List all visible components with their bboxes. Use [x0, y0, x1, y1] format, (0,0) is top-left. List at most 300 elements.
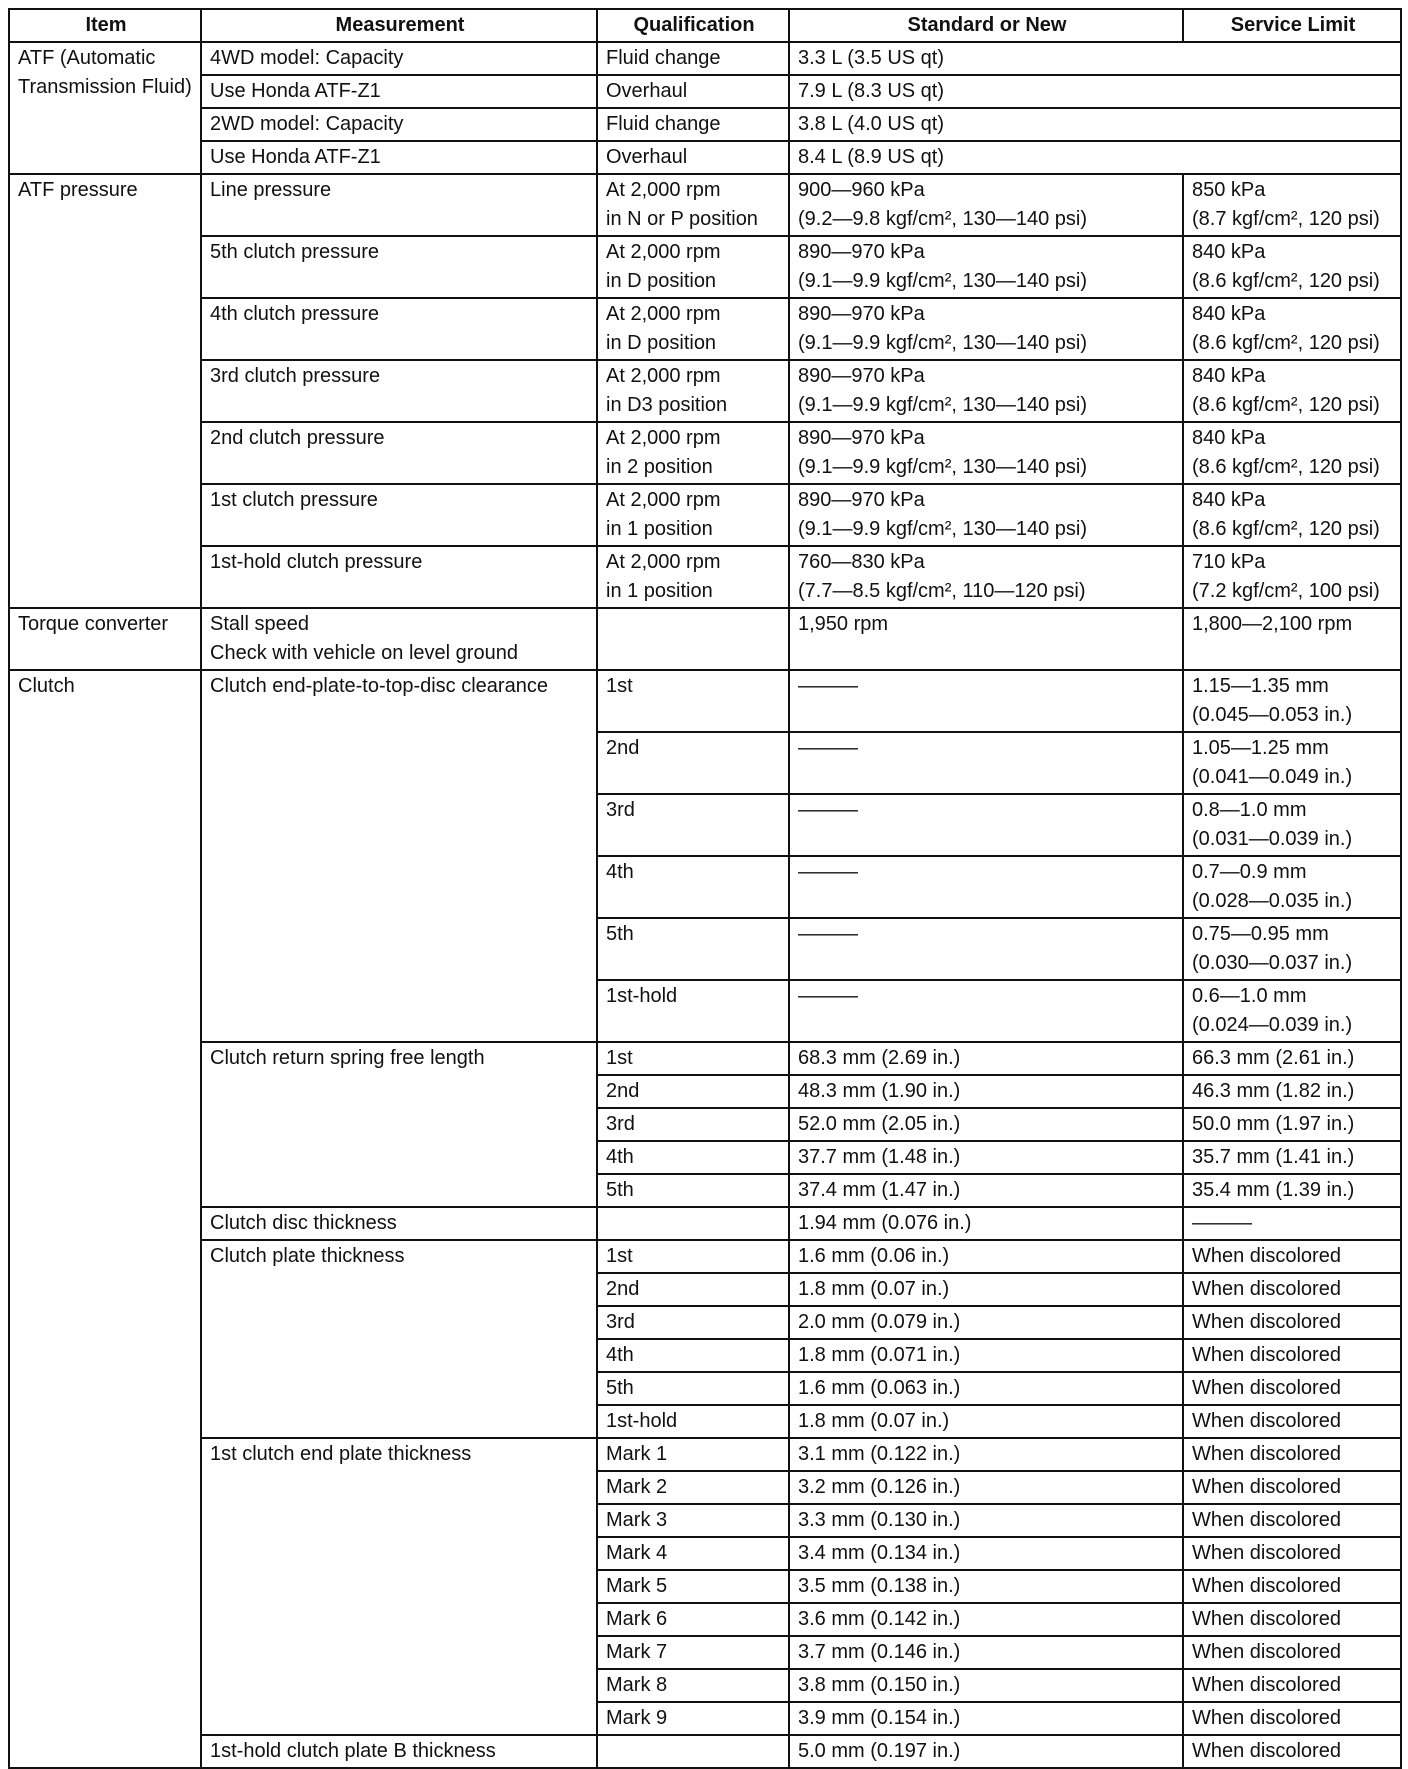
cell-text: Clutch — [18, 675, 75, 697]
cell-qualification — [597, 484, 789, 546]
cell-text: 890—970 kPa (9.1—9.9 kgf/cm², 130—140 psi) — [798, 365, 1088, 416]
cell-text: 760—830 kPa (7.7—8.5 kgf/cm², 110—120 psi) — [798, 551, 1086, 602]
cell-measurement — [201, 670, 597, 1042]
cell-measurement — [201, 1207, 597, 1240]
cell-text: 46.3 mm (1.82 in.) — [1192, 1080, 1355, 1102]
cell-text: 1st — [606, 1047, 633, 1069]
cell-standard-or-new — [789, 1207, 1183, 1240]
cell-text: When discolored — [1192, 1245, 1341, 1267]
cell-qualification — [597, 794, 789, 856]
cell-qualification — [597, 360, 789, 422]
cell-service-limit — [1183, 1735, 1401, 1768]
cell-standard-or-new — [789, 1372, 1183, 1405]
cell-standard-or-new — [789, 422, 1183, 484]
cell-text: 5th — [606, 1179, 634, 1201]
cell-qualification — [597, 1570, 789, 1603]
header-row — [9, 9, 1401, 42]
cell-text: 3.6 mm (0.142 in.) — [798, 1608, 961, 1630]
cell-qualification — [597, 1636, 789, 1669]
cell-text: 5th clutch pressure — [210, 241, 379, 263]
cell-measurement — [201, 608, 597, 670]
cell-text: 1st-hold — [606, 985, 678, 1007]
cell-qualification — [597, 1603, 789, 1636]
cell-text: ——— — [798, 675, 858, 697]
cell-text: Mark 5 — [606, 1575, 668, 1597]
cell-text: 3rd — [606, 799, 635, 821]
cell-text: 1.6 mm (0.063 in.) — [798, 1377, 961, 1399]
cell-text: 48.3 mm (1.90 in.) — [798, 1080, 961, 1102]
cell-text: When discolored — [1192, 1542, 1341, 1564]
table-body — [9, 42, 1401, 1768]
cell-service-limit — [1183, 670, 1401, 732]
cell-text: Mark 2 — [606, 1476, 668, 1498]
cell-measurement — [201, 484, 597, 546]
cell-text: Torque converter — [18, 613, 169, 635]
cell-service-limit — [1183, 546, 1401, 608]
cell-text: 2nd clutch pressure — [210, 427, 385, 449]
cell-text: 840 kPa (8.6 kgf/cm², 120 psi) — [1192, 427, 1380, 478]
cell-text: 2WD model: Capacity — [210, 113, 404, 135]
cell-text: At 2,000 rpm in 1 position — [606, 489, 721, 540]
cell-qualification — [597, 1141, 789, 1174]
cell-text: 3.8 mm (0.150 in.) — [798, 1674, 961, 1696]
header-item: Item — [9, 9, 201, 42]
cell-text: When discolored — [1192, 1278, 1341, 1300]
cell-text: 3.3 mm (0.130 in.) — [798, 1509, 961, 1531]
cell-qualification — [597, 1405, 789, 1438]
cell-text: 4th — [606, 1146, 634, 1168]
cell-service-limit — [1183, 856, 1401, 918]
table-row — [9, 236, 1401, 298]
cell-service-limit — [1183, 608, 1401, 670]
cell-standard-or-new — [789, 1405, 1183, 1438]
cell-qualification — [597, 732, 789, 794]
cell-text: 900—960 kPa (9.2—9.8 kgf/cm², 130—140 psi) — [798, 179, 1088, 230]
cell-text: 840 kPa (8.6 kgf/cm², 120 psi) — [1192, 241, 1380, 292]
cell-measurement — [201, 1240, 597, 1438]
table-row — [9, 360, 1401, 422]
cell-text: ——— — [798, 923, 858, 945]
cell-text: 2nd — [606, 1080, 640, 1102]
table-row — [9, 108, 1401, 141]
cell-text: Use Honda ATF-Z1 — [210, 80, 381, 102]
cell-text: Clutch disc thickness — [210, 1212, 397, 1234]
cell-text: At 2,000 rpm in D position — [606, 241, 721, 292]
cell-service-limit — [1183, 1273, 1401, 1306]
cell-text: Mark 9 — [606, 1707, 668, 1729]
cell-qualification — [597, 1537, 789, 1570]
table-row — [9, 1240, 1401, 1273]
cell-service-limit — [1183, 1438, 1401, 1471]
cell-text: 7.9 L (8.3 US qt) — [798, 80, 944, 102]
cell-text: 5.0 mm (0.197 in.) — [798, 1740, 961, 1762]
table-row — [9, 141, 1401, 174]
cell-qualification — [597, 1339, 789, 1372]
cell-standard-or-new — [789, 42, 1401, 75]
cell-standard-or-new — [789, 732, 1183, 794]
cell-text: Clutch end-plate-to-top-disc clearance — [210, 675, 548, 697]
cell-standard-or-new — [789, 1636, 1183, 1669]
cell-text: 1st-hold clutch plate B thickness — [210, 1740, 496, 1762]
cell-service-limit — [1183, 1075, 1401, 1108]
cell-service-limit — [1183, 732, 1401, 794]
cell-text: 68.3 mm (2.69 in.) — [798, 1047, 961, 1069]
cell-text: At 2,000 rpm in 1 position — [606, 551, 721, 602]
cell-text: 3rd clutch pressure — [210, 365, 381, 387]
cell-qualification — [597, 174, 789, 236]
cell-text: 52.0 mm (2.05 in.) — [798, 1113, 961, 1135]
cell-standard-or-new — [789, 1339, 1183, 1372]
table-row — [9, 484, 1401, 546]
cell-text: 1.6 mm (0.06 in.) — [798, 1245, 950, 1267]
cell-text: 5th — [606, 923, 634, 945]
cell-text: When discolored — [1192, 1641, 1341, 1663]
table-row — [9, 670, 1401, 732]
cell-measurement — [201, 422, 597, 484]
cell-measurement — [201, 42, 597, 75]
table-row — [9, 1042, 1401, 1075]
cell-text: Fluid change — [606, 47, 721, 69]
cell-service-limit — [1183, 1240, 1401, 1273]
cell-qualification — [597, 670, 789, 732]
cell-text: 1st clutch pressure — [210, 489, 378, 511]
cell-text: 3.7 mm (0.146 in.) — [798, 1641, 961, 1663]
cell-standard-or-new — [789, 856, 1183, 918]
cell-standard-or-new — [789, 108, 1401, 141]
cell-service-limit — [1183, 1372, 1401, 1405]
cell-text: 3.4 mm (0.134 in.) — [798, 1542, 961, 1564]
cell-qualification — [597, 422, 789, 484]
cell-qualification — [597, 1471, 789, 1504]
cell-text: 4WD model: Capacity — [210, 47, 404, 69]
cell-qualification — [597, 1174, 789, 1207]
cell-qualification — [597, 75, 789, 108]
cell-qualification — [597, 141, 789, 174]
cell-text: 4th — [606, 861, 634, 883]
table-row — [9, 1207, 1401, 1240]
header-service-limit: Service Limit — [1183, 9, 1401, 42]
cell-service-limit — [1183, 174, 1401, 236]
cell-standard-or-new — [789, 1108, 1183, 1141]
cell-text: Clutch return spring free length — [210, 1047, 485, 1069]
cell-qualification — [597, 1108, 789, 1141]
cell-measurement — [201, 298, 597, 360]
cell-text: 840 kPa (8.6 kgf/cm², 120 psi) — [1192, 365, 1380, 416]
cell-text: Overhaul — [606, 80, 688, 102]
cell-service-limit — [1183, 918, 1401, 980]
cell-text: 4th — [606, 1344, 634, 1366]
cell-text: 1,950 rpm — [798, 613, 889, 635]
cell-text: 710 kPa (7.2 kgf/cm², 100 psi) — [1192, 551, 1380, 602]
cell-service-limit — [1183, 1141, 1401, 1174]
table-row — [9, 1438, 1401, 1471]
cell-text: 8.4 L (8.9 US qt) — [798, 146, 944, 168]
cell-qualification — [597, 918, 789, 980]
cell-standard-or-new — [789, 1504, 1183, 1537]
cell-text: 1st clutch end plate thickness — [210, 1443, 472, 1465]
cell-measurement — [201, 236, 597, 298]
cell-standard-or-new — [789, 1042, 1183, 1075]
cell-measurement — [201, 1042, 597, 1207]
cell-service-limit — [1183, 1504, 1401, 1537]
cell-text: ——— — [798, 985, 858, 1007]
cell-measurement — [201, 174, 597, 236]
cell-text: When discolored — [1192, 1311, 1341, 1333]
cell-service-limit — [1183, 1603, 1401, 1636]
cell-qualification — [597, 1273, 789, 1306]
header-standard-or-new: Standard or New — [789, 9, 1183, 42]
cell-text: When discolored — [1192, 1674, 1341, 1696]
cell-measurement — [201, 108, 597, 141]
cell-text: 1st-hold clutch pressure — [210, 551, 423, 573]
cell-text: 1.05—1.25 mm (0.041—0.049 in.) — [1192, 737, 1353, 788]
table-header — [9, 9, 1401, 42]
cell-text: 50.0 mm (1.97 in.) — [1192, 1113, 1355, 1135]
cell-text: Use Honda ATF-Z1 — [210, 146, 381, 168]
cell-standard-or-new — [789, 75, 1401, 108]
cell-item — [9, 608, 201, 670]
cell-measurement — [201, 1735, 597, 1768]
cell-standard-or-new — [789, 980, 1183, 1042]
cell-qualification — [597, 608, 789, 670]
cell-text: Mark 1 — [606, 1443, 668, 1465]
table-row — [9, 298, 1401, 360]
cell-text: Mark 3 — [606, 1509, 668, 1531]
cell-service-limit — [1183, 298, 1401, 360]
cell-text: When discolored — [1192, 1377, 1341, 1399]
cell-service-limit — [1183, 1405, 1401, 1438]
cell-text: 0.75—0.95 mm (0.030—0.037 in.) — [1192, 923, 1353, 974]
cell-standard-or-new — [789, 174, 1183, 236]
cell-service-limit — [1183, 1471, 1401, 1504]
cell-standard-or-new — [789, 1273, 1183, 1306]
cell-standard-or-new — [789, 1174, 1183, 1207]
cell-text: 5th — [606, 1377, 634, 1399]
cell-text: At 2,000 rpm in D3 position — [606, 365, 728, 416]
cell-qualification — [597, 546, 789, 608]
cell-text: Mark 7 — [606, 1641, 668, 1663]
cell-text: 3.5 mm (0.138 in.) — [798, 1575, 961, 1597]
cell-standard-or-new — [789, 1702, 1183, 1735]
cell-service-limit — [1183, 1570, 1401, 1603]
cell-text: 1st-hold — [606, 1410, 678, 1432]
cell-text: 890—970 kPa (9.1—9.9 kgf/cm², 130—140 psi) — [798, 489, 1088, 540]
cell-text: 2nd — [606, 737, 640, 759]
cell-text: ——— — [1192, 1212, 1252, 1234]
cell-text: Clutch plate thickness — [210, 1245, 405, 1267]
cell-text: 1.8 mm (0.07 in.) — [798, 1410, 950, 1432]
table-row — [9, 546, 1401, 608]
cell-text: When discolored — [1192, 1410, 1341, 1432]
cell-service-limit — [1183, 1306, 1401, 1339]
cell-standard-or-new — [789, 1669, 1183, 1702]
cell-qualification — [597, 1504, 789, 1537]
cell-text: At 2,000 rpm in N or P position — [606, 179, 758, 230]
cell-qualification — [597, 1075, 789, 1108]
cell-standard-or-new — [789, 1537, 1183, 1570]
cell-service-limit — [1183, 1042, 1401, 1075]
cell-text: 1st — [606, 675, 633, 697]
cell-text: Mark 4 — [606, 1542, 668, 1564]
cell-qualification — [597, 1240, 789, 1273]
cell-standard-or-new — [789, 1603, 1183, 1636]
cell-text: 37.4 mm (1.47 in.) — [798, 1179, 961, 1201]
cell-text: ATF pressure — [18, 179, 138, 201]
cell-text: Mark 6 — [606, 1608, 668, 1630]
cell-text: ——— — [798, 737, 858, 759]
cell-text: At 2,000 rpm in 2 position — [606, 427, 721, 478]
cell-standard-or-new — [789, 298, 1183, 360]
cell-standard-or-new — [789, 484, 1183, 546]
cell-text: 0.6—1.0 mm (0.024—0.039 in.) — [1192, 985, 1353, 1036]
table-row — [9, 422, 1401, 484]
cell-text: When discolored — [1192, 1707, 1341, 1729]
cell-text: When discolored — [1192, 1443, 1341, 1465]
cell-text: 1.8 mm (0.071 in.) — [798, 1344, 961, 1366]
cell-text: 2nd — [606, 1278, 640, 1300]
cell-standard-or-new — [789, 360, 1183, 422]
cell-standard-or-new — [789, 608, 1183, 670]
cell-text: 2.0 mm (0.079 in.) — [798, 1311, 961, 1333]
cell-text: 1,800—2,100 rpm — [1192, 613, 1353, 635]
cell-text: 1st — [606, 1245, 633, 1267]
cell-text: Stall speed Check with vehicle on level ground — [210, 613, 518, 664]
cell-text: Fluid change — [606, 113, 721, 135]
cell-service-limit — [1183, 1702, 1401, 1735]
table-row — [9, 75, 1401, 108]
cell-qualification — [597, 1207, 789, 1240]
cell-qualification — [597, 236, 789, 298]
cell-text: When discolored — [1192, 1575, 1341, 1597]
cell-standard-or-new — [789, 1141, 1183, 1174]
cell-qualification — [597, 980, 789, 1042]
cell-standard-or-new — [789, 918, 1183, 980]
cell-measurement — [201, 360, 597, 422]
cell-text: When discolored — [1192, 1509, 1341, 1531]
cell-standard-or-new — [789, 1306, 1183, 1339]
cell-service-limit — [1183, 360, 1401, 422]
cell-measurement — [201, 75, 597, 108]
cell-text: 3.3 L (3.5 US qt) — [798, 47, 944, 69]
cell-service-limit — [1183, 1339, 1401, 1372]
cell-text: 3rd — [606, 1311, 635, 1333]
cell-qualification — [597, 298, 789, 360]
cell-text: 890—970 kPa (9.1—9.9 kgf/cm², 130—140 psi) — [798, 427, 1088, 478]
cell-qualification — [597, 1372, 789, 1405]
cell-text: ATF (Automatic Transmission Fluid) — [18, 47, 192, 98]
cell-standard-or-new — [789, 236, 1183, 298]
cell-standard-or-new — [789, 794, 1183, 856]
cell-text: 3.2 mm (0.126 in.) — [798, 1476, 961, 1498]
cell-service-limit — [1183, 1636, 1401, 1669]
cell-measurement — [201, 1438, 597, 1735]
cell-standard-or-new — [789, 546, 1183, 608]
cell-text: When discolored — [1192, 1740, 1341, 1762]
cell-text: ——— — [798, 861, 858, 883]
cell-text: Line pressure — [210, 179, 332, 201]
cell-standard-or-new — [789, 1735, 1183, 1768]
cell-text: 890—970 kPa (9.1—9.9 kgf/cm², 130—140 psi) — [798, 303, 1088, 354]
cell-text: Overhaul — [606, 146, 688, 168]
header-qualification: Qualification — [597, 9, 789, 42]
cell-text: 4th clutch pressure — [210, 303, 379, 325]
cell-text: 35.4 mm (1.39 in.) — [1192, 1179, 1355, 1201]
cell-text: 0.8—1.0 mm (0.031—0.039 in.) — [1192, 799, 1353, 850]
header-measurement: Measurement — [201, 9, 597, 42]
table-row — [9, 608, 1401, 670]
cell-text: Mark 8 — [606, 1674, 668, 1696]
cell-service-limit — [1183, 1537, 1401, 1570]
cell-text: 0.7—0.9 mm (0.028—0.035 in.) — [1192, 861, 1353, 912]
cell-qualification — [597, 1735, 789, 1768]
cell-text: 66.3 mm (2.61 in.) — [1192, 1047, 1355, 1069]
cell-service-limit — [1183, 484, 1401, 546]
cell-text: 3rd — [606, 1113, 635, 1135]
cell-measurement — [201, 546, 597, 608]
cell-standard-or-new — [789, 1075, 1183, 1108]
cell-text: At 2,000 rpm in D position — [606, 303, 721, 354]
cell-qualification — [597, 1042, 789, 1075]
cell-service-limit — [1183, 1108, 1401, 1141]
cell-item — [9, 670, 201, 1768]
cell-text: 3.1 mm (0.122 in.) — [798, 1443, 961, 1465]
cell-text: 890—970 kPa (9.1—9.9 kgf/cm², 130—140 psi) — [798, 241, 1088, 292]
cell-text: ——— — [798, 799, 858, 821]
cell-standard-or-new — [789, 670, 1183, 732]
table-row — [9, 174, 1401, 236]
cell-qualification — [597, 1306, 789, 1339]
cell-text: When discolored — [1192, 1344, 1341, 1366]
cell-text: 37.7 mm (1.48 in.) — [798, 1146, 961, 1168]
cell-service-limit — [1183, 1174, 1401, 1207]
cell-qualification — [597, 42, 789, 75]
cell-service-limit — [1183, 422, 1401, 484]
cell-standard-or-new — [789, 141, 1401, 174]
cell-text: 850 kPa (8.7 kgf/cm², 120 psi) — [1192, 179, 1380, 230]
cell-qualification — [597, 1669, 789, 1702]
table-row — [9, 1735, 1401, 1768]
cell-standard-or-new — [789, 1570, 1183, 1603]
cell-measurement — [201, 141, 597, 174]
cell-item — [9, 174, 201, 608]
cell-item — [9, 42, 201, 174]
cell-standard-or-new — [789, 1438, 1183, 1471]
cell-qualification — [597, 108, 789, 141]
cell-service-limit — [1183, 1207, 1401, 1240]
cell-text: 1.15—1.35 mm (0.045—0.053 in.) — [1192, 675, 1353, 726]
cell-text: When discolored — [1192, 1608, 1341, 1630]
cell-text: 1.8 mm (0.07 in.) — [798, 1278, 950, 1300]
specifications-table — [8, 8, 1402, 1769]
cell-standard-or-new — [789, 1471, 1183, 1504]
cell-standard-or-new — [789, 1240, 1183, 1273]
cell-qualification — [597, 856, 789, 918]
cell-qualification — [597, 1438, 789, 1471]
cell-text: 35.7 mm (1.41 in.) — [1192, 1146, 1355, 1168]
cell-text: 1.94 mm (0.076 in.) — [798, 1212, 972, 1234]
cell-service-limit — [1183, 794, 1401, 856]
cell-text: 840 kPa (8.6 kgf/cm², 120 psi) — [1192, 303, 1380, 354]
cell-text: 840 kPa (8.6 kgf/cm², 120 psi) — [1192, 489, 1380, 540]
cell-service-limit — [1183, 1669, 1401, 1702]
table-row — [9, 42, 1401, 75]
cell-text: 3.8 L (4.0 US qt) — [798, 113, 944, 135]
cell-service-limit — [1183, 236, 1401, 298]
cell-text: When discolored — [1192, 1476, 1341, 1498]
cell-text: 3.9 mm (0.154 in.) — [798, 1707, 961, 1729]
cell-qualification — [597, 1702, 789, 1735]
cell-service-limit — [1183, 980, 1401, 1042]
